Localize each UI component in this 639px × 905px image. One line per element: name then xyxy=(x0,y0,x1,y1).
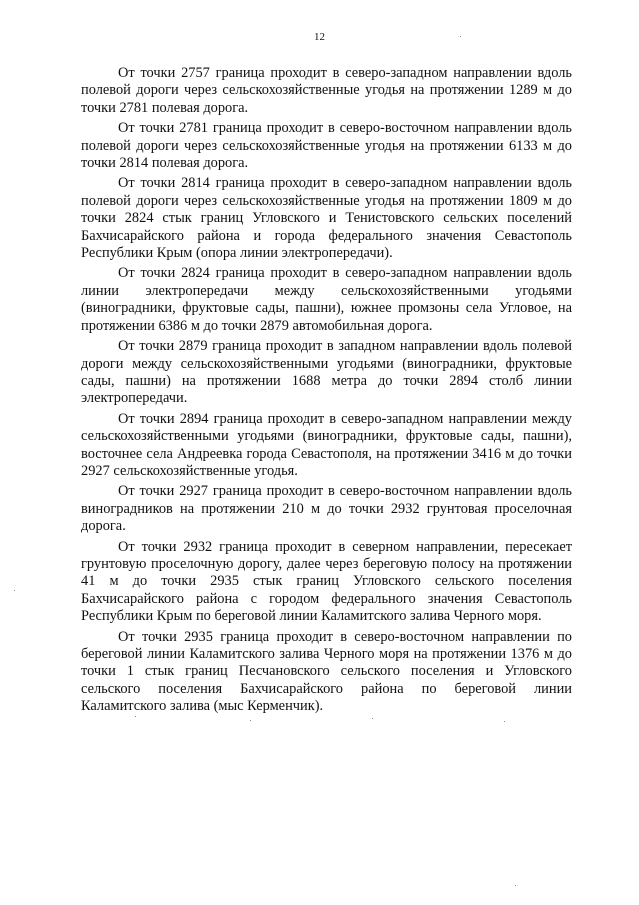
scan-speck xyxy=(372,718,373,719)
paragraph-7: От точки 2927 граница проходит в северо-восточном направлении вдоль виноградников на протяжении 210 м до точки 2932 грунтовая проселочная дорога. xyxy=(81,483,572,535)
paragraph-8: От точки 2932 граница проходит в северном направлении, пересекает грунтовую проселочную дорогу, далее через береговую полосу на протяжении 41 м до точки 2935 стык границ Угловского сельского поселения Бахчисарайского района с городом федерального значения Севастополь Республики Крым по береговой линии Каламитского залива Черного моря. xyxy=(81,538,572,625)
scan-speck xyxy=(460,36,461,37)
paragraph-3: От точки 2814 граница проходит в северо-западном направлении вдоль полевой дороги через сельскохозяйственные угодья на протяжении 1809 м до точки 2824 стык границ Угловского и Тенистовского сельских поселений Бахчисарайского района и города федерального значения Севастополь Республики Крым (опора линии электропередачи). xyxy=(81,175,572,262)
paragraph-9: От точки 2935 граница проходит в северо-восточном направлении по береговой линии Каламитского залива Черного моря на протяжении 1376 м до точки 1 стык границ Песчановского сельского поселения и Угловского сельского поселения Бахчисарайского района по береговой линии Каламитского залива (мыс Керменчик). xyxy=(81,628,572,715)
paragraph-6: От точки 2894 граница проходит в северо-западном направлении между сельскохозяйственными угодьями (виноградники, фруктовые сады, пашни), восточнее села Андреевка города Севастополя, на протяжении 3416 м до точки 2927 сельскохозяйственные угодья. xyxy=(81,410,572,479)
paragraph-2: От точки 2781 граница проходит в северо-восточном направлении вдоль полевой дороги через сельскохозяйственные угодья на протяжении 6133 м до точки 2814 полевая дорога. xyxy=(81,120,572,172)
scan-speck xyxy=(14,590,15,591)
paragraph-5: От точки 2879 граница проходит в западном направлении вдоль полевой дороги между сельскохозяйственными угодьями (виноградники, фруктовые сады, пашни) на протяжении 1688 метра до точки 2894 столб линии электропередачи. xyxy=(81,338,572,407)
paragraph-1: От точки 2757 граница проходит в северо-западном направлении вдоль полевой дороги через сельскохозяйственные угодья на протяжении 1289 м до точки 2781 полевая дорога. xyxy=(81,65,572,116)
paragraph-4: От точки 2824 граница проходит в северо-западном направлении вдоль линии электропередачи между сельскохозяйственными угодьями (виноградники, фруктовые сады, пашни), южнее промзоны села Угловое, на протяжении 6386 м до точки 2879 автомобильная дорога. xyxy=(81,265,572,334)
page-number: 12 xyxy=(314,31,325,43)
scan-speck xyxy=(135,716,136,717)
scan-speck xyxy=(250,720,251,721)
scan-speck xyxy=(504,721,505,722)
scan-speck xyxy=(515,885,516,886)
document-body xyxy=(81,65,572,719)
